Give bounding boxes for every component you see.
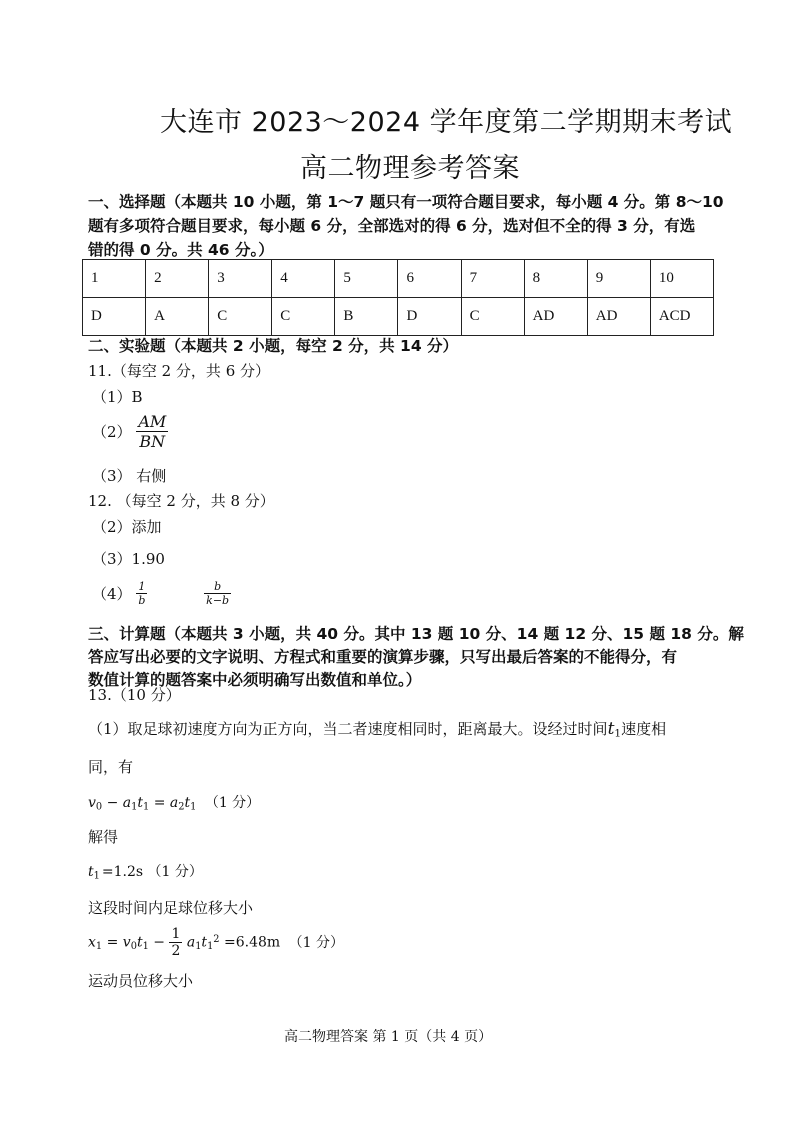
section3-line2: 答应写出必要的文字说明、方程式和重要的演算步骤，只写出最后答案的不能得分，有 [88,648,678,666]
section1-line3: 错的得 0 分。共 46 分。） [88,241,274,259]
section3-line1: 三、计算题（本题共 3 小题，共 40 分。其中 13 题 10 分、14 题 12 分、15 题 18 分。解 [88,625,744,643]
table-cell: 5 [335,260,398,298]
q12-answer-2: （2）添加 [92,518,162,536]
q13-paragraph-1 [88,718,666,740]
q13-paragraph-1-end: 速度相 [621,720,667,738]
table-cell: 8 [524,260,587,298]
q11-answer-1: （1）B [92,388,143,406]
q12-answer-3: （3）1.90 [92,550,165,568]
table-cell: AD [524,298,587,336]
table-cell: 10 [650,260,713,298]
equation-ball-displacement: $x_1 = v_0t_1$ − $\frac{1}{2}$ $a_1t_1^2 =6.48m$ （1 分） [88,926,344,959]
q13-paragraph-4: 运动员位移大小 [88,972,194,990]
table-cell: C [272,298,335,336]
table-cell: B [335,298,398,336]
q11-heading: 11.（每空 2 分，共 6 分） [88,362,271,380]
variable-t: t [607,719,615,739]
section2-heading: 二、实验题（本题共 2 小题，每空 2 分，共 14 分） [88,337,459,355]
q13-paragraph-2: 同，有 [88,758,134,776]
table-cell: 7 [461,260,524,298]
table-cell: 4 [272,260,335,298]
answer-table [82,259,714,336]
page-title: 大连市 2023～2024 学年度第二学期期末考试 [160,107,733,138]
table-cell: D [83,298,146,336]
q12-answer-4 [92,580,231,607]
q11-answer-2 [92,412,168,451]
table-cell: ACD [650,298,713,336]
q11-answer-2-fraction [136,412,168,451]
table-cell: 1 [83,260,146,298]
equation-points: （1 分） [288,934,344,951]
answer-table-row-numbers [83,260,714,298]
equation-points: （1 分） [204,795,261,811]
answer-table-row-answers [83,298,714,336]
q13-paragraph-1-text: （1）取足球初速度方向为正方向，当二者速度相同时，距离最大。设经过时间 [88,720,608,738]
fraction-denominator: k−b [206,594,230,607]
section1-line2: 题有多项符合题目要求，每小题 6 分，全部选对的得 6 分，选对但不全的得 3 分，有选 [88,217,696,235]
page-footer: 高二物理答案 第 1 页（共 4 页） [284,1029,493,1045]
table-cell: 9 [587,260,650,298]
fraction-denominator: BN [139,432,166,451]
table-cell: 3 [209,260,272,298]
table-cell: C [209,298,272,336]
equation-value: =6.48m [223,934,281,951]
fraction-numerator: b [204,580,231,594]
section1-line1: 一、选择题（本题共 10 小题，第 1～7 题只有一项符合题目要求，每小题 4 分。第 8～10 [88,193,724,211]
q12-answer-4-fraction-2 [204,580,231,607]
equation-velocity-match: $v_0 - a_1t_1 = a_2t_1$ （1 分） [88,795,261,813]
solve-label: 解得 [88,828,119,846]
variable-subscript: 1 [614,727,622,740]
table-cell: C [461,298,524,336]
fraction-denominator: b [138,594,146,607]
q12-answer-4-label: （4） [92,585,132,603]
q12-heading: 12. （每空 2 分，共 8 分） [88,492,275,510]
page-subtitle: 高二物理参考答案 [300,153,520,184]
equation-time-result: $t_1 =1.2s$ （1 分） [88,864,203,882]
fraction-numerator: AM [138,412,167,431]
q13-paragraph-3: 这段时间内足球位移大小 [88,899,254,917]
q11-answer-3: （3） 右侧 [92,467,167,485]
q12-answer-4-fraction-1 [136,580,147,607]
q11-answer-2-label: （2） [92,423,132,441]
table-cell: 6 [398,260,461,298]
table-cell: D [398,298,461,336]
table-cell: A [146,298,209,336]
fraction-numerator: 1 [136,580,147,594]
q13-heading: 13.（10 分） [88,686,181,704]
table-cell: 2 [146,260,209,298]
equation-points: （1 分） [147,864,203,880]
section3-line3: 数值计算的题答案中必须明确写出数值和单位。） [88,671,422,689]
equation-value: =1.2s [101,864,144,880]
table-cell: AD [587,298,650,336]
